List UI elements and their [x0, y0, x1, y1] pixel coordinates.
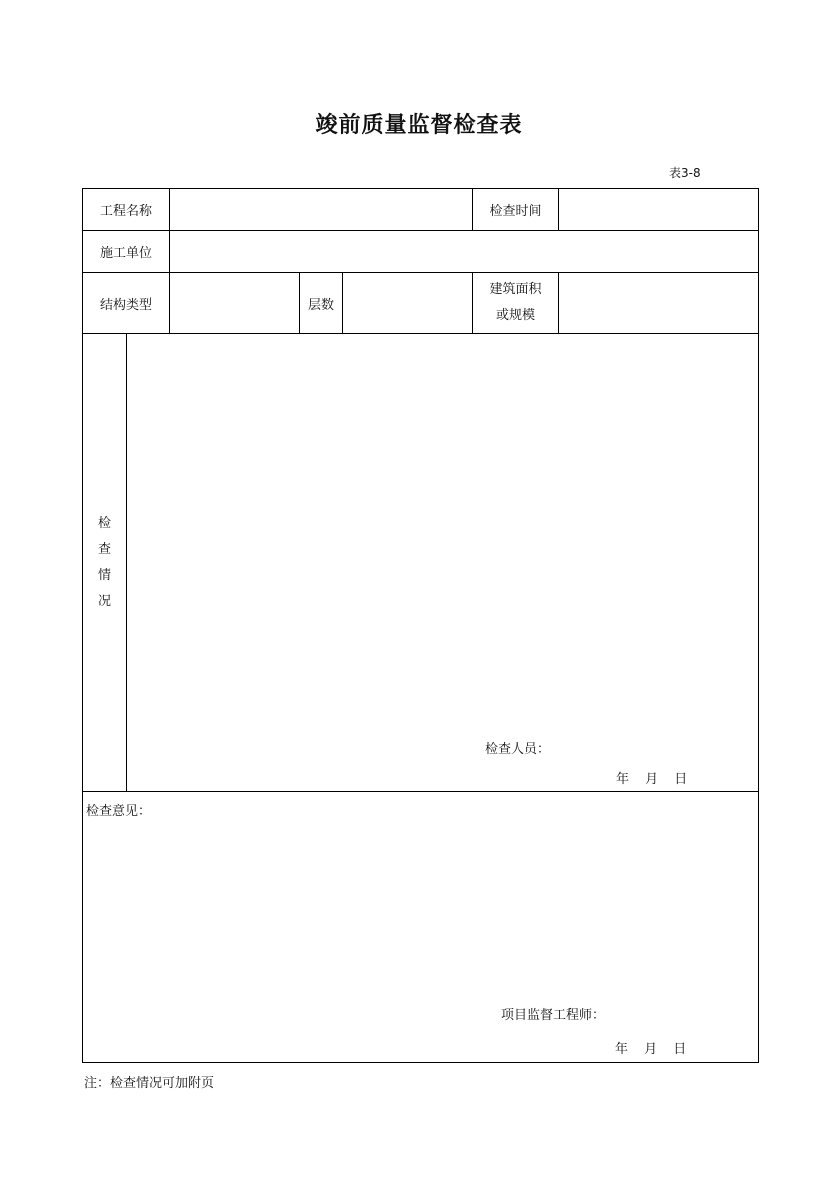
- inspection-status-label: [83, 334, 127, 792]
- inspection-status-area[interactable]: [127, 334, 759, 792]
- inspection-form: [82, 188, 759, 1063]
- inspection-status-char: 检: [97, 515, 111, 531]
- inspection-time-field[interactable]: [559, 189, 759, 231]
- inspector-label: 检查人员：: [485, 742, 551, 757]
- inspection-status-char: 情: [97, 567, 111, 583]
- opinion-date-label: 年 月 日: [615, 1042, 687, 1057]
- inspection-time-label: 检查时间: [473, 189, 559, 231]
- inspection-date-label: 年 月 日: [616, 772, 688, 787]
- floors-label: 层数: [300, 273, 343, 334]
- construction-unit-field[interactable]: [170, 231, 759, 273]
- supervising-engineer-label: 项目监督工程师：: [501, 1008, 606, 1023]
- construction-unit-label: 施工单位: [83, 231, 170, 273]
- building-area-label: [473, 273, 559, 334]
- form-number: 表3-8: [669, 166, 701, 180]
- building-area-field[interactable]: [559, 273, 759, 334]
- inspection-status-char: 查: [97, 541, 111, 557]
- opinion-label: 检查意见：: [86, 804, 152, 819]
- floors-field[interactable]: [343, 273, 473, 334]
- inspection-status-char: 况: [97, 593, 111, 609]
- page-title: 竣前质量监督检查表: [315, 113, 523, 138]
- footnote: 注：检查情况可加附页: [84, 1076, 215, 1091]
- inspection-opinion-area[interactable]: [83, 792, 759, 1063]
- structure-type-field[interactable]: [170, 273, 300, 334]
- building-area-label-line1: 建筑面积: [489, 282, 542, 297]
- project-name-field[interactable]: [170, 189, 473, 231]
- building-area-label-line2: 或规模: [496, 308, 536, 323]
- project-name-label: 工程名称: [83, 189, 170, 231]
- structure-type-label: 结构类型: [83, 273, 170, 334]
